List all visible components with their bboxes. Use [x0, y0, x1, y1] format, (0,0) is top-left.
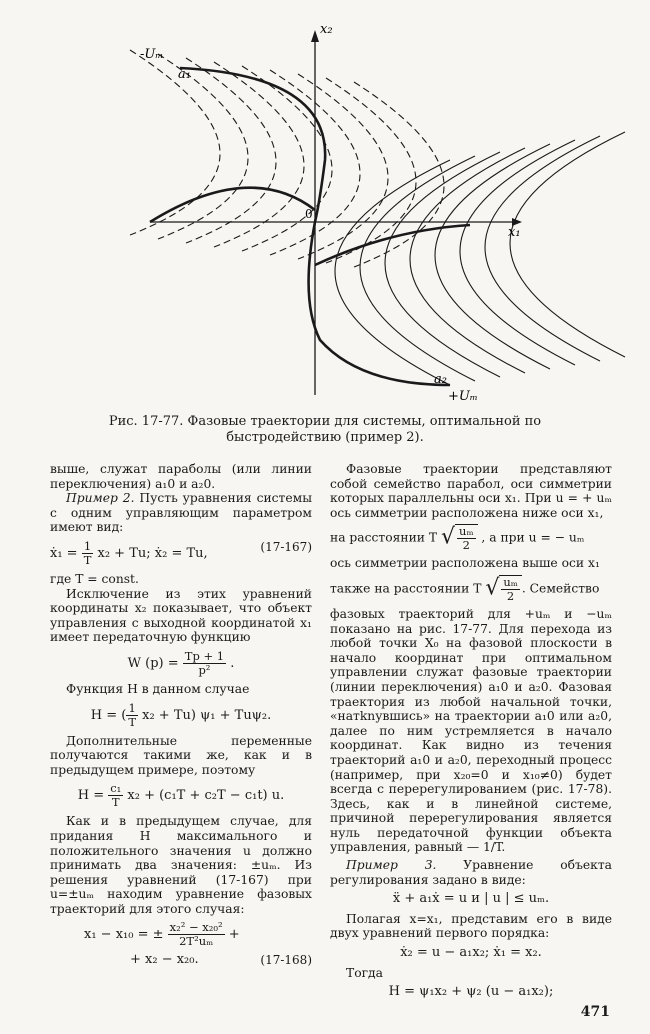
- solid-trajectory: [360, 156, 475, 381]
- eq-part: H = (: [90, 707, 127, 723]
- equation-h-1: [50, 702, 312, 729]
- denominator: 2T²uₘ: [179, 934, 214, 949]
- eq-part: H =: [77, 788, 109, 804]
- numerator: 1: [126, 702, 138, 716]
- paragraph: фазовых траекторий для +uₘ и −uₘ показано на рис. 17-77. Для перехода из любой точки X₀ на фазовой плоскости в начало координат при оптимальном управлении служат фазовые траектории (линии переключения) a₁0 и a₂0. Фазовая траектория из любой начальной точки, «натknувшись» на траектории a₁0 или a₂0, далее по ним устремляется в начало координат. Как видно из течения траекторий a₁0 и a₂0, переходный процесс (например, при x₂₀=0 и x₁₀≠0) будет всегда с перерегулированием (рис. 17-78). Здесь, как и в линейной системе, причиной перерегулирования является нуль передаточной функции объекта управления, равный — 1/T.: [330, 606, 612, 855]
- sqrt-symbol: √: [441, 525, 456, 551]
- sqrt-body: [499, 575, 521, 603]
- eq-part: .: [226, 655, 235, 671]
- x2-axis-label: x₂: [320, 22, 333, 37]
- eq-part: ẋ₁ =: [50, 545, 82, 561]
- plus-um-label: +Uₘ: [448, 389, 478, 400]
- paragraph: Дополнительные переменные получаются такими же, как и в предыдущем примере, поэтому: [50, 733, 312, 777]
- equation-number: (17-167): [260, 539, 312, 554]
- numerator: Tp + 1: [184, 648, 225, 663]
- figure-caption: [60, 414, 590, 446]
- denominator: 2: [462, 538, 470, 553]
- a2-label: a₂: [434, 372, 447, 387]
- a1-label: a₁: [178, 67, 191, 82]
- paragraph-text: , а при u = − uₘ: [481, 530, 585, 545]
- switching-curve-a2-upper: [315, 225, 470, 265]
- paragraph: ось симметрии расположена выше оси x₁: [330, 556, 600, 571]
- numerator: uₘ: [503, 574, 518, 589]
- x2-axis-arrow: [311, 30, 319, 42]
- switching-curve-a1: [180, 68, 325, 222]
- eq-part: +: [224, 927, 240, 943]
- example-heading: Пример 3.: [346, 858, 437, 873]
- left-column: [50, 462, 312, 973]
- paragraph: [330, 524, 612, 552]
- paragraph: Фазовые траектории представляют собой семейство парабол, оси симметрии которых параллельны оси x₁. При u = + uₘ ось симметрии расположена ниже оси x₁,: [330, 462, 612, 520]
- paragraph-text: Уравнение объекта регулирования задано в виде:: [330, 858, 612, 887]
- numerator: x₂² − x₂₀²: [169, 920, 223, 935]
- paragraph-text: также на расстоянии T: [330, 581, 482, 596]
- equation-object: ẍ + a₁ẋ = u и | u | ≤ uₘ.: [392, 891, 550, 907]
- switching-curve-a1-lower: [150, 188, 315, 222]
- dashed-trajectory: [158, 54, 248, 239]
- equation-number: (17-168): [260, 953, 312, 968]
- numerator: 1: [82, 540, 94, 554]
- minus-um-label: -Uₘ: [140, 47, 164, 62]
- solid-trajectory: [335, 160, 450, 385]
- numerator: uₘ: [459, 524, 474, 539]
- denominator: T: [111, 795, 120, 810]
- example-heading: Пример 2.: [66, 491, 135, 506]
- numerator: c₁: [110, 781, 122, 796]
- denominator: T: [83, 552, 92, 567]
- denominator: 2: [506, 588, 515, 603]
- dashed-trajectory: [214, 62, 304, 247]
- eq-part: + x₂ − x₂₀.: [130, 952, 199, 968]
- paragraph: Как и в предыдущем случае, для придания H максимального и положительного значения u должно принимать два значения: ±uₘ. Из решения уравнений (17-167) при u=±uₘ находим уравнение фазовых траекторий для этого случая:: [50, 814, 312, 916]
- dashed-trajectory: [298, 74, 388, 259]
- dashed-trajectory: [186, 58, 276, 243]
- sqrt-body: [455, 524, 477, 552]
- equation-17-167: [50, 540, 312, 567]
- caption-line-1: Рис. 17-77. Фазовые траектории для системы, оптимальной по: [108, 414, 542, 429]
- equation-h-3: H = ψ₁x₂ + ψ₂ (u − a₁x₂);: [388, 984, 554, 1000]
- fraction: [108, 782, 123, 809]
- paragraph: Тогда: [346, 965, 383, 980]
- equation-transfer-function: [50, 650, 312, 677]
- equation-system: ẋ₂ = u − a₁x₂; ẋ₁ = x₂.: [400, 945, 542, 961]
- paragraph-text: . Семейство: [521, 581, 600, 596]
- paragraph: где T = const.: [50, 571, 139, 586]
- equation-17-168-cont: [50, 953, 312, 968]
- equation-17-168: [50, 921, 312, 948]
- paragraph: Полагая x=x₁, представим его в виде двух уравнений первого порядка:: [330, 911, 612, 941]
- fraction: [501, 576, 519, 603]
- phase-plane-diagram: [0, 0, 650, 400]
- denominator: T: [128, 714, 136, 729]
- switching-curve-a2: [309, 222, 450, 385]
- denominator: p²: [198, 662, 211, 677]
- paragraph: выше, служат параболы (или линии переключения) a₁0 и a₂0.: [50, 462, 312, 491]
- paragraph: [330, 575, 612, 603]
- eq-part: x₂ + Tu; ẋ₂ = Tu,: [93, 545, 208, 561]
- sqrt-symbol: √: [485, 575, 500, 601]
- paragraph: Исключение из этих уравнений координаты x₂ показывает, что объект управления с выходной координатой x₁ имеет передаточную функцию: [50, 586, 312, 645]
- paragraph-text: на расстоянии T: [330, 530, 438, 545]
- eq-part: x₁ − x₁₀ = ±: [84, 927, 168, 943]
- eq-part: W (p) =: [127, 655, 183, 671]
- fraction: [126, 702, 138, 729]
- eq-part: x₂ + Tu) ψ₁ + Tuψ₂.: [138, 707, 272, 723]
- paragraph: [50, 491, 312, 535]
- fraction: [82, 540, 94, 567]
- caption-line-2: быстродействию (пример 2).: [226, 430, 424, 445]
- x1-axis-label: x₁: [508, 225, 521, 240]
- origin-label: 0: [305, 207, 313, 221]
- paragraph-text: Пусть уравнения системы с одним управляющим параметром имеют вид:: [50, 491, 312, 535]
- page-number: 471: [580, 1004, 610, 1020]
- dashed-trajectory: [242, 66, 332, 251]
- phase-trajectory-figure: [0, 0, 650, 400]
- fraction: [183, 650, 226, 677]
- paragraph: [330, 858, 612, 887]
- right-column: [330, 462, 612, 1005]
- fraction: [457, 525, 475, 552]
- fraction: [168, 921, 225, 948]
- equation-h-2: [50, 782, 312, 809]
- eq-part: x₂ + (c₁T + c₂T − c₁t) u.: [123, 788, 285, 804]
- paragraph: Функция H в данном случае: [66, 681, 250, 696]
